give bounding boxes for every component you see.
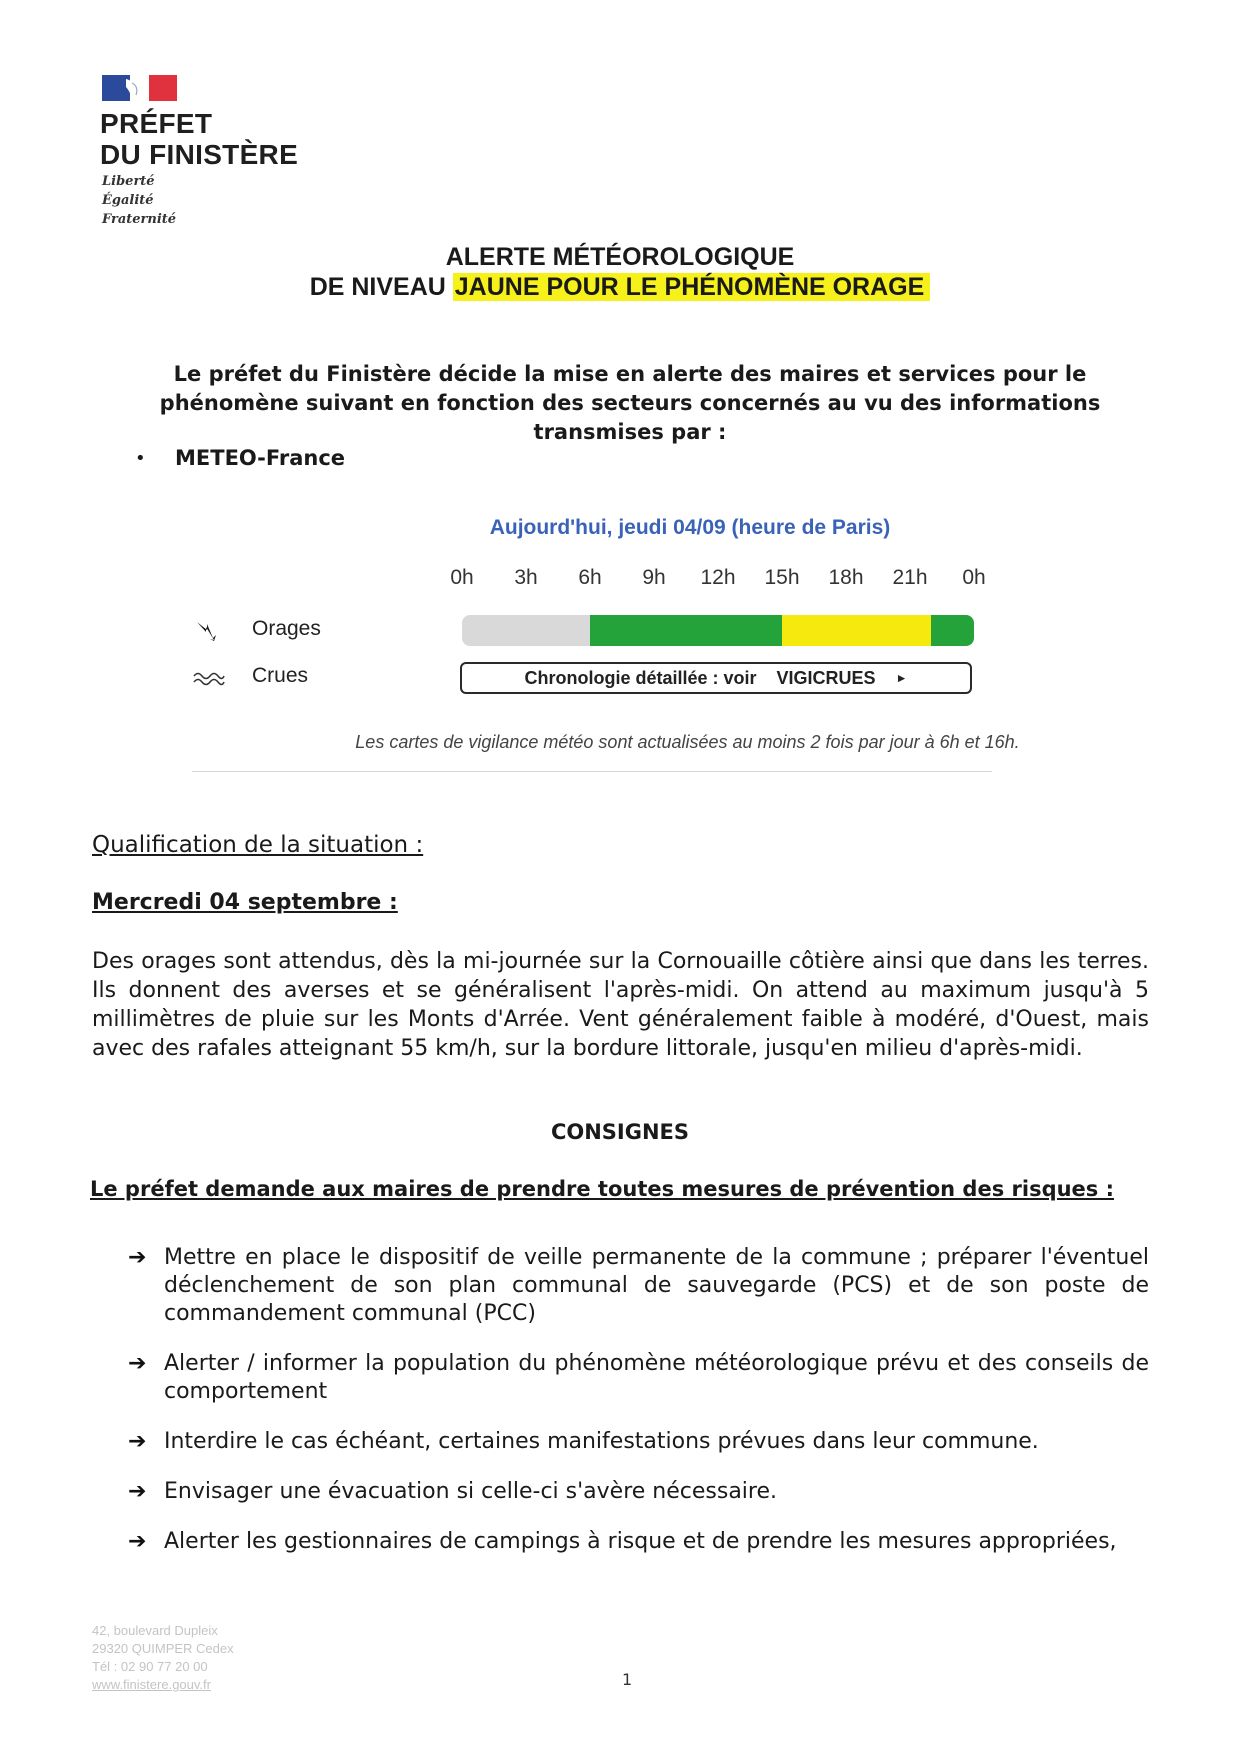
arrow-icon: ➔ (128, 1429, 147, 1454)
arrow-icon: ➔ (128, 1529, 147, 1554)
list-item (128, 1428, 1149, 1456)
bullet-icon: • (135, 448, 146, 469)
row-label-orages: Orages (252, 617, 321, 640)
situation-heading: Qualification de la situation : (92, 832, 424, 858)
row-label-crues: Crues (252, 664, 309, 687)
vigicrues-link-prefix: Chronologie détaillée : voir (524, 667, 757, 688)
vigicrues-link[interactable] (460, 662, 972, 694)
list-item (128, 1478, 1149, 1506)
source-meteo-france: METEO-France (175, 446, 346, 470)
waves-icon (192, 669, 226, 687)
timeline-segment-vert (931, 615, 974, 646)
hour-label: 12h (700, 566, 736, 589)
hour-label: 15h (764, 566, 800, 589)
consignes-subheading: Le préfet demande aux maires de prendre toutes mesures de prévention des risques : (90, 1177, 1114, 1201)
consignes-heading: CONSIGNES (550, 1120, 690, 1144)
title-line2-prefix: DE NIVEAU (309, 273, 446, 301)
situation-paragraph: Des orages sont attendus, dès la mi-journée sur la Cornouaille côtière ainsi que dans les terres. Ils donnent des averses et se généralisent l'après-midi. On attend au maximum jusqu'à 5 millimètres de pluie sur les Monts d'Arrée. Vent généralement faible à modéré, d'Ouest, mais avec des rafales atteignant 55 km/h, sur la bordure littorale, jusqu'en milieu d'après-midi. (92, 949, 1149, 1061)
list-item-text: Alerter / informer la population du phénomène météorologique prévu et des conseils de comportement (164, 1351, 1149, 1404)
address-line: 29320 QUIMPER Cedex (92, 1641, 234, 1656)
marianne-logo (102, 75, 177, 101)
hour-label: 3h (514, 566, 538, 589)
orages-timeline-bar (462, 615, 974, 646)
vigilance-update-note: Les cartes de vigilance météo sont actualisées au moins 2 fois par jour à 6h et 16h. (355, 732, 1020, 752)
prefecture-name (100, 108, 298, 170)
address-line: Tél : 02 90 77 20 00 (92, 1659, 208, 1674)
title-line2 (0, 272, 1240, 302)
website-link[interactable]: www.finistere.gouv.fr (92, 1677, 211, 1692)
consignes-list (128, 1244, 1149, 1578)
hour-label: 21h (892, 566, 928, 589)
lightning-icon (194, 618, 220, 644)
address-line: 42, boulevard Dupleix (92, 1623, 218, 1638)
divider (192, 771, 992, 772)
arrow-icon: ➔ (128, 1245, 147, 1270)
hour-label: 6h (578, 566, 602, 589)
arrow-icon: ➔ (128, 1351, 147, 1376)
list-item-text: Interdire le cas échéant, certaines manifestations prévues dans leur commune. (164, 1429, 1039, 1454)
motto-liberte: Liberté (102, 174, 155, 189)
hour-label: 9h (642, 566, 666, 589)
motto-egalite: Égalité (102, 193, 154, 208)
list-item (128, 1528, 1149, 1556)
timeline-segment-jaune (782, 615, 931, 646)
list-item-text: Alerter les gestionnaires de campings à risque et de prendre les mesures appropriées, (164, 1529, 1117, 1554)
hour-label: 0h (450, 566, 474, 589)
vigilance-date: Aujourd'hui, jeudi 04/09 (heure de Paris) (489, 516, 891, 539)
list-item (128, 1350, 1149, 1406)
arrow-icon: ➔ (128, 1479, 147, 1504)
page-number: 1 (622, 1670, 633, 1689)
hour-label: 18h (828, 566, 864, 589)
list-item (128, 1244, 1149, 1328)
play-arrow-icon: ► (895, 671, 908, 685)
prefet-line2: DU FINISTÈRE (100, 139, 299, 170)
prefet-line1: PRÉFET (100, 108, 213, 139)
list-item-text: Envisager une évacuation si celle-ci s'avère nécessaire. (164, 1479, 778, 1504)
timeline-segment-vert (590, 615, 782, 646)
vigicrues-link-target: VIGICRUES (776, 667, 876, 688)
intro-text: Le préfet du Finistère décide la mise en alerte des maires et services pour le phénomène suivant en fonction des secteurs concernés au vu des informations transmises par : (159, 362, 1101, 444)
situation-date: Mercredi 04 septembre : (92, 890, 398, 915)
hour-label: 0h (962, 566, 986, 589)
prefecture-address (92, 1622, 234, 1694)
timeline-segment-none (462, 615, 590, 646)
republic-motto (102, 172, 176, 229)
title-line1: ALERTE MÉTÉOROLOGIQUE (445, 243, 795, 271)
list-item-text: Mettre en place le dispositif de veille permanente de la commune ; préparer l'éventuel déclenchement de son plan communal de sauvegarde (PCS) et de son poste de commandement communal (PCC) (164, 1245, 1149, 1326)
document-title (0, 242, 1240, 302)
title-highlight: JAUNE POUR LE PHÉNOMÈNE ORAGE (453, 273, 931, 301)
motto-fraternite: Fraternité (102, 212, 177, 227)
